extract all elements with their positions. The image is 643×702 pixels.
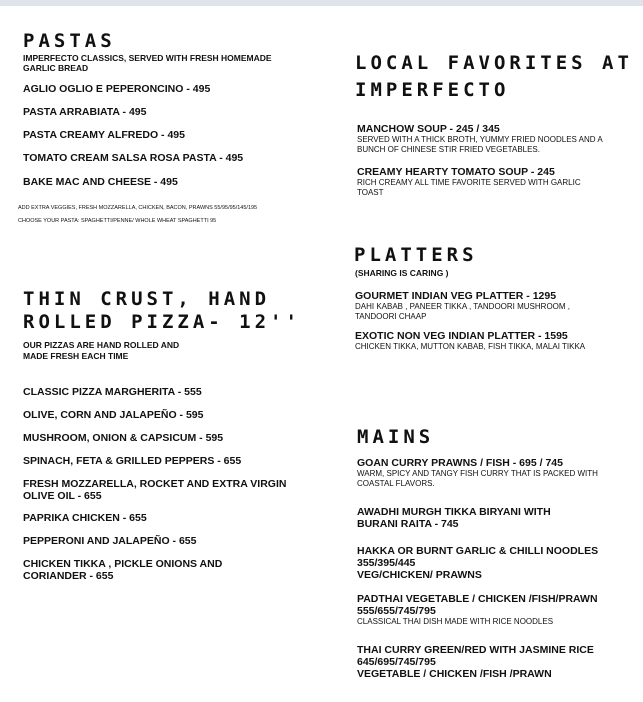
- menu-item: CHICKEN TIKKA , PICKLE ONIONS AND: [23, 558, 223, 570]
- pastas-intro: [23, 53, 283, 73]
- pastas-extras-note: ADD EXTRA VEGGIES, FRESH MOZZARELLA, CHICKEN, BACON, PRAWNS 55/95/95/145/195: [18, 205, 258, 211]
- menu-item: PAPRIKA CHICKEN - 655: [23, 512, 147, 524]
- menu-item: 555/655/745/795: [357, 605, 436, 617]
- menu-item: VEG/CHICKEN/ PRAWNS: [357, 569, 482, 581]
- menu-item: OLIVE OIL - 655: [23, 490, 102, 502]
- platters-subtitle: (SHARING IS CARING ): [355, 268, 449, 278]
- menu-item: THAI CURRY GREEN/RED WITH JASMINE RICE: [357, 644, 594, 656]
- menu-item: BURANI RAITA - 745: [357, 518, 459, 530]
- menu-item: FRESH MOZZARELLA, ROCKET AND EXTRA VIRGIN: [23, 478, 287, 490]
- pizza-title-line1: THIN CRUST, HAND: [23, 288, 271, 310]
- menu-item: BAKE MAC AND CHEESE - 495: [23, 176, 178, 188]
- menu-item-desc: CHICKEN TIKKA, MUTTON KABAB, FISH TIKKA, MALAI TIKKA: [355, 342, 586, 351]
- menu-item: CLASSIC PIZZA MARGHERITA - 555: [23, 386, 202, 398]
- menu-item: GOURMET INDIAN VEG PLATTER - 1295: [355, 290, 557, 302]
- mains-title: MAINS: [357, 426, 435, 448]
- menu-item: 645/695/745/795: [357, 656, 436, 668]
- menu-item: SPINACH, FETA & GRILLED PEPPERS - 655: [23, 455, 242, 467]
- menu-item: PEPPERONI AND JALAPEÑO - 655: [23, 535, 197, 547]
- menu-item-desc: SERVED WITH A THICK BROTH, YUMMY FRIED NOODLES AND A BUNCH OF CHINESE STIR FRIED VEGETABLES.: [357, 135, 603, 154]
- menu-item: CORIANDER - 655: [23, 570, 114, 582]
- menu-item: MUSHROOM, ONION & CAPSICUM - 595: [23, 432, 224, 444]
- menu-item: AGLIO OGLIO E PEPERONCINO - 495: [23, 83, 211, 95]
- menu-item: CREAMY HEARTY TOMATO SOUP - 245: [357, 166, 555, 178]
- menu-item: VEGETABLE / CHICKEN /FISH /PRAWN: [357, 668, 552, 680]
- local-title-line2: IMPERFECTO: [355, 79, 510, 101]
- local-title-line1: LOCAL FAVORITES AT: [355, 52, 633, 74]
- menu-item-desc: RICH CREAMY ALL TIME FAVORITE SERVED WITH GARLIC TOAST: [357, 178, 581, 197]
- menu-item: HAKKA OR BURNT GARLIC & CHILLI NOODLES: [357, 545, 599, 557]
- pastas-title: PASTAS: [23, 30, 116, 52]
- menu-item: OLIVE, CORN AND JALAPEÑO - 595: [23, 409, 204, 421]
- pastas-choose-note: CHOOSE YOUR PASTA: SPAGHETTI/PENNE/ WHOLE WHEAT SPAGHETTI 95: [18, 218, 217, 224]
- menu-item-desc: CLASSICAL THAI DISH MADE WITH RICE NOODLES: [357, 617, 554, 626]
- menu-item: PASTA ARRABIATA - 495: [23, 106, 147, 118]
- pizza-intro-line1: OUR PIZZAS ARE HAND ROLLED AND: [23, 340, 180, 350]
- menu-item: TOMATO CREAM SALSA ROSA PASTA - 495: [23, 152, 244, 164]
- pizza-intro-line2: MADE FRESH EACH TIME: [23, 351, 129, 361]
- menu-item-desc: DAHI KABAB , PANEER TIKKA , TANDOORI MUSHROOM , TANDOORI CHAAP: [355, 302, 571, 321]
- menu-item: PADTHAI VEGETABLE / CHICKEN /FISH/PRAWN: [357, 593, 598, 605]
- top-border: [0, 0, 643, 6]
- menu-item: GOAN CURRY PRAWNS / FISH - 695 / 745: [357, 457, 563, 469]
- menu-item: 355/395/445: [357, 557, 416, 569]
- pastas-intro-text: IMPERFECTO CLASSICS, SERVED WITH FRESH HOMEMADE GARLIC BREAD: [23, 53, 272, 73]
- pastas-section: [23, 30, 116, 52]
- pizza-title-line2: ROLLED PIZZA- 12'': [23, 311, 301, 333]
- menu-item: MANCHOW SOUP - 245 / 345: [357, 123, 500, 135]
- platters-title: PLATTERS: [354, 244, 478, 266]
- menu-item: PASTA CREAMY ALFREDO - 495: [23, 129, 185, 141]
- menu-item: EXOTIC NON VEG INDIAN PLATTER - 1595: [355, 330, 568, 342]
- menu-item-desc: WARM, SPICY AND TANGY FISH CURRY THAT IS PACKED WITH COASTAL FLAVORS.: [357, 469, 598, 488]
- menu-item: AWADHI MURGH TIKKA BIRYANI WITH: [357, 506, 551, 518]
